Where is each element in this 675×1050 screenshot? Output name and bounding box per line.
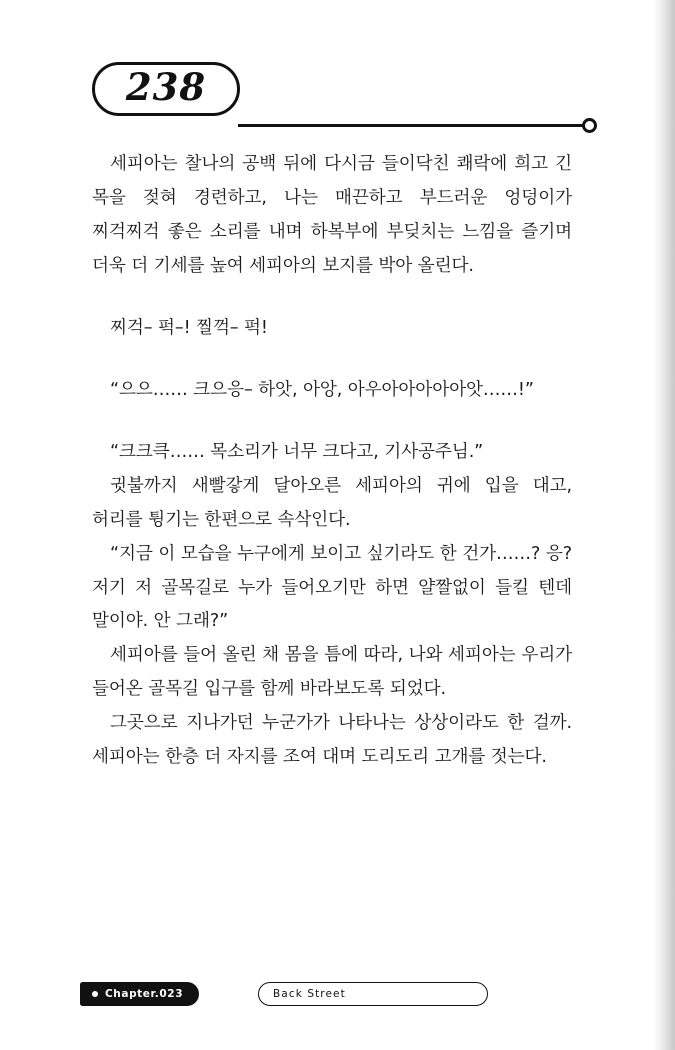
page-number: 238	[125, 65, 207, 109]
page-edge-shadow	[653, 0, 675, 1050]
chapter-label: Chapter.023	[105, 988, 184, 1000]
paragraph: 세피아는 찰나의 공백 뒤에 다시금 들이닥친 쾌락에 희고 긴 목을 젖혀 경련하고, 나는 매끈하고 부드러운 엉덩이가 찌걱찌걱 좋은 소리를 내며 하복부에 부딪치는 느낌을 즐기며 더욱 더 기세를 높여 세피아의 보지를 박아 올린다.	[92, 154, 572, 276]
paragraph: 찌걱– 퍽–! 찔꺽– 퍽!	[110, 317, 268, 338]
paragraph: 귓불까지 새빨갛게 달아오른 세피아의 귀에 입을 대고, 허리를 튕기는 한편으로 속삭인다.	[92, 475, 572, 530]
page-number-badge	[92, 62, 240, 116]
paragraph: 세피아를 들어 올린 채 몸을 틈에 따라, 나와 세피아는 우리가 들어온 골목길 입구를 함께 바라보도록 되었다.	[92, 645, 572, 700]
book-title-label: Back Street	[273, 988, 346, 1000]
header-end-dot-icon	[582, 118, 597, 133]
paragraph: “크크큭…… 목소리가 너무 크다고, 기사공주님.”	[110, 441, 484, 462]
body-text	[92, 148, 572, 775]
paragraph: “지금 이 모습을 누구에게 보이고 싶기라도 한 건가……? 응? 저기 저 골목길로 누가 들어오기만 하면 얄짤없이 들킬 텐데 말이야. 안 그래?”	[92, 543, 572, 632]
book-title-tag	[258, 982, 488, 1006]
header-rule	[238, 124, 589, 127]
page-footer	[80, 982, 605, 1008]
paragraph: “으으…… 크으응– 하앗, 아앙, 아우아아아아아앗……!”	[110, 379, 534, 400]
paragraph: 그곳으로 지나가던 누군가가 나타나는 상상이라도 한 걸까. 세피아는 한층 더 자지를 조여 대며 도리도리 고개를 젓는다.	[92, 713, 572, 768]
chapter-tag	[80, 982, 199, 1006]
page-header	[92, 62, 605, 132]
bullet-icon	[92, 991, 98, 997]
